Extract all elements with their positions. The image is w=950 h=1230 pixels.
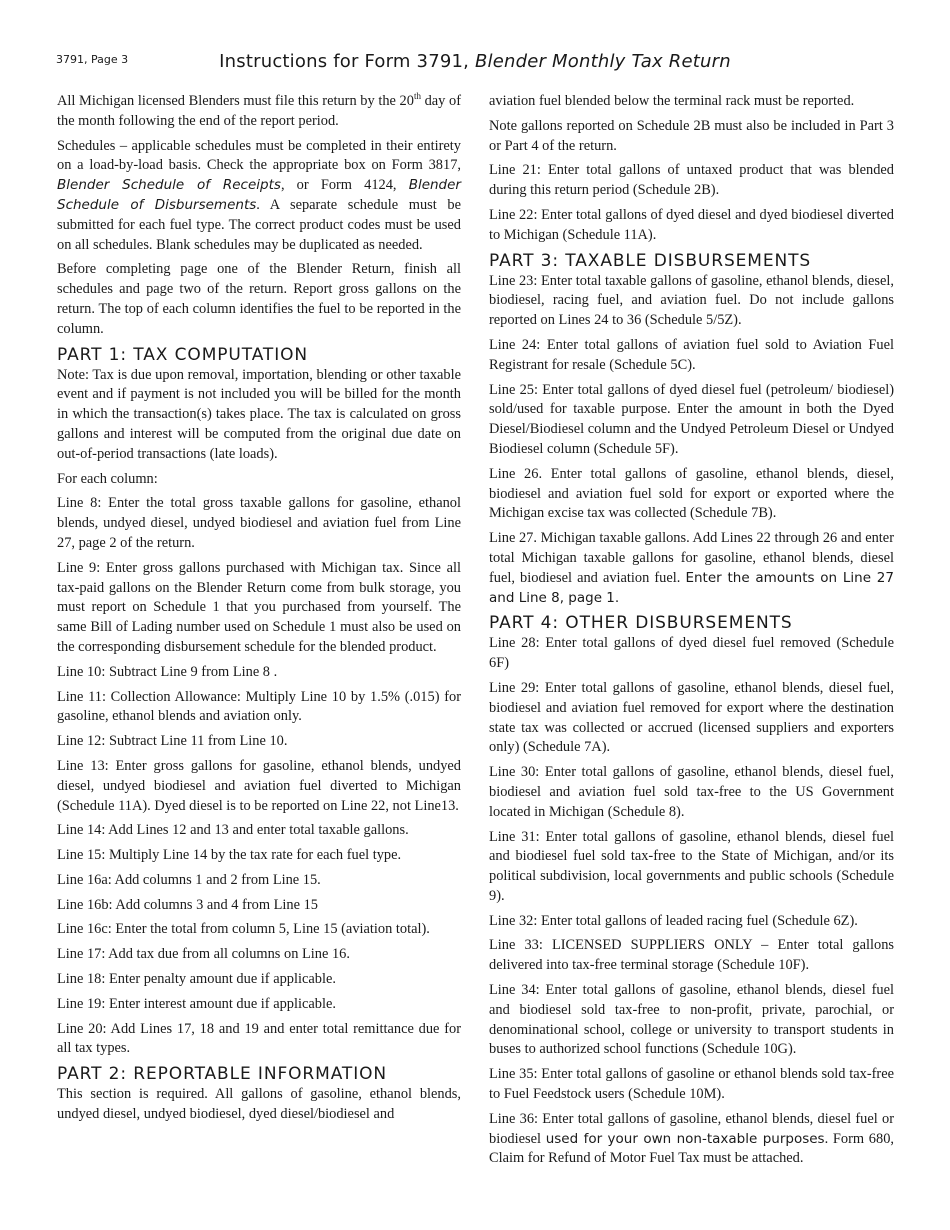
line-19: Line 19: Enter interest amount due if applicable. — [57, 995, 336, 1012]
page-number: 3791, Page 3 — [56, 53, 129, 66]
line-17: Line 17: Add tax due from all columns on Line 16. — [57, 946, 350, 963]
line-10: Line 10: Subtract Line 9 from Line 8 . — [57, 663, 278, 680]
part2-heading: PART 2: REPORTABLE INFORMATION — [57, 1064, 388, 1085]
line-15: Line 15: Multiply Line 14 by the tax rate for each fuel type. — [57, 847, 402, 864]
line-33: Line 33: LICENSED SUPPLIERS ONLY – Enter total gallons delivered into tax-free terminal storage (Schedule 10F). — [489, 937, 894, 974]
line-36: Line 36: Enter total gallons of gasoline, ethanol blends, diesel fuel or biodiesel used for your own non-taxable purposes. Form 680, Claim for Refund of Motor Fuel Tax must be attached. — [489, 1110, 894, 1167]
part1-for-each-column: For each column: — [57, 470, 158, 487]
line-34: Line 34: Enter total gallons of gasoline, ethanol blends, diesel fuel and biodiesel sold tax-free to non-profit, private, parochial, or denominational school, college or university to transport students in buses to authorized school functions (Schedule 10G). — [489, 982, 894, 1058]
intro-schedules: Schedules – applicable schedules must be completed in their entirety on a load-by-load basis. Check the appropriate box on Form 3817, Blender Schedule of Receipts, or Form 4124, Blender Schedule of Disbursements. A separate schedule must be submitted for each fuel type. The correct product codes must be used on all schedules. Blank schedules may be duplicated as needed. — [57, 137, 461, 253]
line-32: Line 32: Enter total gallons of leaded racing fuel (Schedule 6Z). — [489, 912, 858, 929]
line-12: Line 12: Subtract Line 11 from Line 10. — [57, 733, 288, 750]
intro-before-completing: Before completing page one of the Blender Return, finish all schedules and page two of the return. Report gross gallons on the return. The top of each column identifies the fuel to be reported in the column. — [57, 261, 461, 337]
line-29: Line 29: Enter total gallons of gasoline, ethanol blends, diesel fuel, biodiesel and aviation fuel removed for export where the destination state tax was collected or accrued (licensed suppliers and exporters only) (Schedule 7A). — [489, 679, 894, 756]
line-16c: Line 16c: Enter the total from column 5, Line 15 (aviation total). — [57, 921, 430, 938]
line-14: Line 14: Add Lines 12 and 13 and enter total taxable gallons. — [57, 822, 409, 839]
line-16b: Line 16b: Add columns 3 and 4 from Line 15 — [57, 896, 318, 913]
part2-note: Note gallons reported on Schedule 2B must also be included in Part 3 or Part 4 of the return. — [489, 117, 894, 154]
line-11: Line 11: Collection Allowance: Multiply Line 10 by 1.5% (.015) for gasoline, ethanol blends and aviation only. — [57, 688, 461, 725]
line-9: Line 9: Enter gross gallons purchased with Michigan tax. Since all tax-paid gallons on the Blender Return come from bulk storage, you must report on Schedule 1 that you purchased from yourself. The same Bill of Lading number used on Schedule 1 must also be used on the corresponding disbursement schedule for the blended product. — [57, 559, 461, 655]
line-30: Line 30: Enter total gallons of gasoline, ethanol blends, diesel fuel, biodiesel and aviation fuel sold tax-free to the US Government located in Michigan (Schedule 8). — [489, 764, 894, 820]
part3-heading: PART 3: TAXABLE DISBURSEMENTS — [489, 250, 812, 271]
line-35: Line 35: Enter total gallons of gasoline or ethanol blends sold tax-free to Fuel Feedstock users (Schedule 10M). — [489, 1066, 894, 1103]
line-27: Line 27. Michigan taxable gallons. Add Lines 22 through 26 and enter total Michigan taxable gallons for gasoline, ethanol blends, diesel fuel, biodiesel and aviation fuel. Enter the amounts on Line 27 and Line 8, page 1. — [489, 530, 894, 606]
part2-intro-continued: aviation fuel blended below the terminal rack must be reported. — [489, 93, 855, 109]
line-18: Line 18: Enter penalty amount due if applicable. — [57, 971, 336, 988]
line-20: Line 20: Add Lines 17, 18 and 19 and enter total remittance due for all tax types. — [57, 1020, 461, 1057]
left-column — [57, 92, 461, 1130]
line-16a: Line 16a: Add columns 1 and 2 from Line 15. — [57, 871, 321, 888]
part4-heading: PART 4: OTHER DISBURSEMENTS — [489, 613, 793, 634]
part2-intro: This section is required. All gallons of gasoline, ethanol blends, undyed diesel, undyed biodiesel, dyed diesel/biodiesel and — [57, 1086, 461, 1123]
line-25: Line 25: Enter total gallons of dyed diesel fuel (petroleum/ biodiesel) sold/used for taxable purpose. Enter the amount in both the Dyed Diesel/Biodiesel column and the Undyed Petroleum Diesel or Undyed Biodiesel column (Schedule 5F). — [489, 381, 894, 457]
part1-heading: PART 1: TAX COMPUTATION — [57, 344, 309, 365]
page-title: Instructions for Form 3791, Blender Monthly Tax Return — [219, 51, 731, 72]
part1-note: Note: Tax is due upon removal, importation, blending or other taxable event and if payment is not included you will be billed for the month in which the transaction(s) takes place. The tax is calculated on gross gallons and interest will be computed from the original due date on out-of-period transactions (late loads). — [57, 366, 461, 462]
line-28: Line 28: Enter total gallons of dyed diesel fuel removed (Schedule 6F) — [489, 635, 894, 672]
line-13: Line 13: Enter gross gallons for gasoline, ethanol blends, undyed diesel, undyed biodiesel and aviation fuel diverted to Michigan (Schedule 11A). Dyed diesel is to be reported on Line 22, not Line13. — [57, 757, 461, 814]
line-24: Line 24: Enter total gallons of aviation fuel sold to Aviation Fuel Registrant for resale (Schedule 5C). — [489, 336, 894, 373]
line-31: Line 31: Enter total gallons of gasoline, ethanol blends, diesel fuel and biodiesel fuel sold tax-free to the State of Michigan, and/or its political subdivision, local governments and public schools (Schedule 9). — [489, 828, 894, 904]
line-23: Line 23: Enter total taxable gallons of gasoline, ethanol blends, diesel, biodiesel, racing fuel, and aviation fuel. Do not include gallons reported on Lines 24 to 36 (Schedule 5/5Z). — [489, 272, 894, 329]
line-8: Line 8: Enter the total gross taxable gallons for gasoline, ethanol blends, undyed diesel, undyed biodiesel and aviation fuel from Line 27, page 2 of the return. — [57, 495, 461, 551]
line-26: Line 26. Enter total gallons of gasoline, ethanol blends, diesel, biodiesel and aviation fuel sold for export or exported where the Michigan excise tax was collected (Schedule 7B). — [489, 465, 894, 522]
intro-filing-deadline: All Michigan licensed Blenders must file this return by the 20th day of the month following the end of the report period. — [57, 91, 461, 129]
line-21: Line 21: Enter total gallons of untaxed product that was blended during this return period (Schedule 2B). — [489, 162, 894, 199]
line-22: Line 22: Enter total gallons of dyed diesel and dyed biodiesel diverted to Michigan (Schedule 11A). — [489, 206, 894, 243]
right-column — [489, 92, 894, 1174]
